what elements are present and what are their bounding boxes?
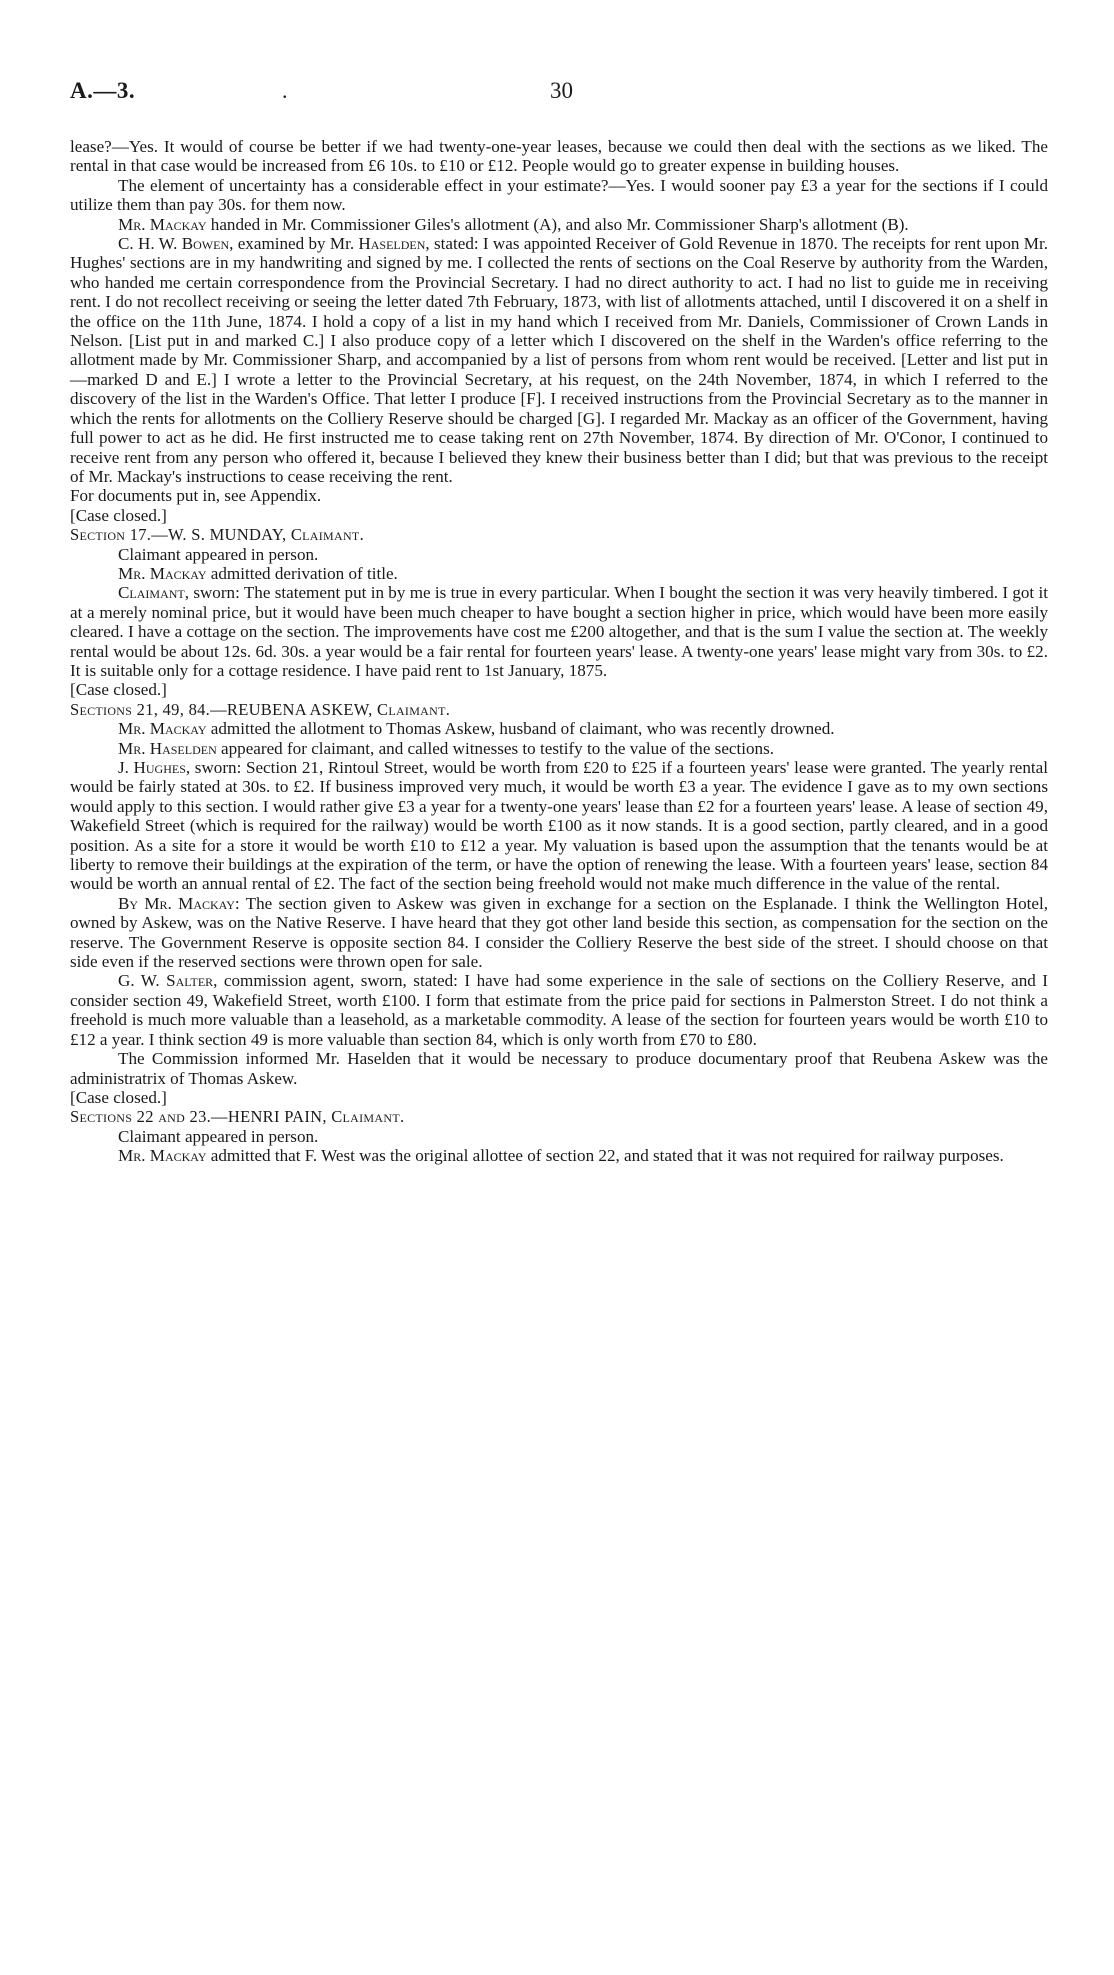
paragraph: The element of uncertainty has a considerable effect in your estimate?—Yes. I would sooner pay £3 a year for the sections if I could utilize them than pay 30s. for them now. bbox=[70, 175, 1048, 215]
paragraph: The Commission informed Mr. Haselden that it would be necessary to produce documentary proof that Reubena Askew was the administratrix of Thomas Askew. bbox=[70, 1049, 1048, 1088]
paragraph: Mr. Haselden appeared for claimant, and called witnesses to testify to the value of the sections. bbox=[118, 738, 775, 758]
paragraph: Claimant appeared in person. bbox=[118, 1126, 319, 1146]
header-separator: . bbox=[282, 78, 288, 103]
speaker-name: Mr. Mackay bbox=[118, 719, 207, 739]
appendix-note: For documents put in, see Appendix. bbox=[70, 486, 322, 506]
document-reference: A.—3. bbox=[70, 78, 136, 103]
paragraph: Mr. Mackay handed in Mr. Commissioner Giles's allotment (A), and also Mr. Commissioner Sharp's allotment (B). bbox=[118, 214, 909, 234]
paragraph: J. Hughes, sworn: Section 21, Rintoul Street, would be worth from £20 to £25 if a fourteen years' lease were granted. The yearly rental would be fairly stated at 30s. to £2. If business improved very much, it would be worth £3 a year. The evidence I gave as to my own sections would apply to this section. I would rather give £3 a year for a twenty-one years' lease than £2 for a fourteen years' lease. A lease of section 49, Wakefield Street (which is required for the railway) would be worth £100 as it now stands. It is a good section, partly cleared, and in a good position. As a site for a store it would be worth £10 to £12 a year. My valuation is based upon the assumption that the tenants would be at liberty to remove their buildings at the expiration of the term, or have the option of renewing the lease. With a fourteen years' lease, section 84 would be worth an annual rental of £2. The fact of the section being freehold would not make much difference in the value of the rental. bbox=[70, 758, 1048, 894]
speaker-name: J. Hughes bbox=[118, 758, 186, 777]
paragraph: By Mr. Mackay: The section given to Askew was given in exchange for a section on the Esplanade. I think the Wellington Hotel, owned by Askew, was on the Native Reserve. I have heard that they got other land beside this section, as compensation for the section on the reserve. The Government Reserve is opposite section 84. I consider the Colliery Reserve the best side of the street. I should choose on that side even if the reserved sections were thrown open for sale. bbox=[70, 893, 1048, 972]
paragraph: Mr. Mackay admitted derivation of title. bbox=[118, 563, 398, 583]
paragraph: Mr. Mackay admitted that F. West was the original allottee of section 22, and stated that it was not required for railway purposes. bbox=[118, 1146, 1004, 1166]
paragraph: Mr. Mackay admitted the allotment to Thomas Askew, husband of claimant, who was recently drowned. bbox=[118, 719, 835, 739]
speaker-name: Claimant bbox=[118, 583, 185, 603]
document-body bbox=[70, 137, 1048, 1166]
case-closed: [Case closed.] bbox=[70, 1087, 167, 1107]
speaker-name: G. W. Salter bbox=[118, 971, 214, 991]
speaker-name: Mr. Mackay bbox=[118, 563, 207, 583]
paragraph: Claimant, sworn: The statement put in by me is true in every particular. When I bought the section it was very heavily timbered. I got it at a merely nominal price, but it would have been much cheaper to have bought a section higher in price, which would have been more easily cleared. I have a cottage on the section. The improvements have cost me £200 altogether, and that is the sum I value the section at. The weekly rental would be about 12s. 6d. 30s. a year would be a fair rental for fourteen years' lease. A twenty-one years' lease might vary from 30s. to £2. It is suitable only for a cottage residence. I have paid rent to 1st January, 1875. bbox=[70, 583, 1048, 680]
speaker-name: Mr. Mackay bbox=[118, 1146, 207, 1166]
speaker-name: Mr. Haselden bbox=[118, 738, 217, 758]
paragraph: C. H. W. Bowen, examined by Mr. Haselden, stated: I was appointed Receiver of Gold Revenue in 1870. The receipts for rent upon Mr. Hughes' sections are in my handwriting and signed by me. I collected the rents of sections on the Coal Reserve by authority from the Warden, who handed me certain correspondence from the Provincial Secretary. I had no direct authority to act. I had no list to guide me in receiving rent. I do not recollect receiving or seeing the letter dated 7th February, 1873, with list of allotments attached, until I discovered it on a shelf in the office on the 11th June, 1874. I hold a copy of a list in my hand which I received from Mr. Daniels, Commissioner of Crown Lands in Nelson. [List put in and marked C.] I also produce copy of a letter which I discovered on the shelf in the Warden's office referring to the allotment made by Mr. Commissioner Sharp, and accompanied by a list of persons from whom rent would be received. [Letter and list put in—marked D and E.] I wrote a letter to the Provincial Secretary, at his request, on the 24th November, 1874, in which I referred to the discovery of the list in the Warden's Office. That letter I produce [F]. I received instructions from the Provincial Secretary as to the manner in which the rents for allotments on the Colliery Reserve should be charged [G]. I regarded Mr. Mackay as an officer of the Government, having full power to act as he did. He first instructed me to cease taking rent on 27th November, 1874. By direction of Mr. O'Conor, I continued to receive rent from any person who offered it, because I believed they knew their business better than I did; but that was previous to the receipt of Mr. Mackay's instructions to cease receiving the rent. bbox=[70, 234, 1048, 486]
paragraph: Claimant appeared in person. bbox=[118, 544, 319, 564]
case-closed: [Case closed.] bbox=[70, 680, 167, 700]
paragraph: lease?—Yes. It would of course be better if we had twenty-one-year leases, because we could then deal with the sections as we liked. The rental in that case would be increased from £6 10s. to £10 or £12. People would go to greater expense in building houses. bbox=[70, 137, 1048, 176]
speaker-name: By Mr. Mackay bbox=[118, 893, 235, 913]
speaker-name: Mr. Mackay bbox=[118, 214, 207, 234]
paragraph: G. W. Salter, commission agent, sworn, stated: I have had some experience in the sale of sections on the Colliery Reserve, and I consider section 49, Wakefield Street, worth £100. I form that estimate from the price paid for sections in Palmerston Street. I do not think a freehold is much more valuable than a leasehold, as a marketable commodity. A lease of the section for fourteen years would be worth £10 to £12 a year. I think section 49 is more valuable than section 84, which is only worth from £70 to £80. bbox=[70, 971, 1048, 1049]
section-heading: Sections 21, 49, 84.—REUBENA ASKEW, Claimant. bbox=[70, 699, 451, 719]
page-header bbox=[70, 78, 1048, 108]
case-closed: [Case closed.] bbox=[70, 505, 167, 525]
section-heading: Section 17.—W. S. MUNDAY, Claimant. bbox=[70, 525, 364, 545]
page-number: 30 bbox=[550, 78, 573, 103]
section-heading: Sections 22 and 23.—HENRI PAIN, Claimant. bbox=[70, 1107, 405, 1127]
speaker-name: C. H. W. Bowen bbox=[118, 234, 230, 254]
speaker-name: Haselden bbox=[358, 234, 426, 254]
